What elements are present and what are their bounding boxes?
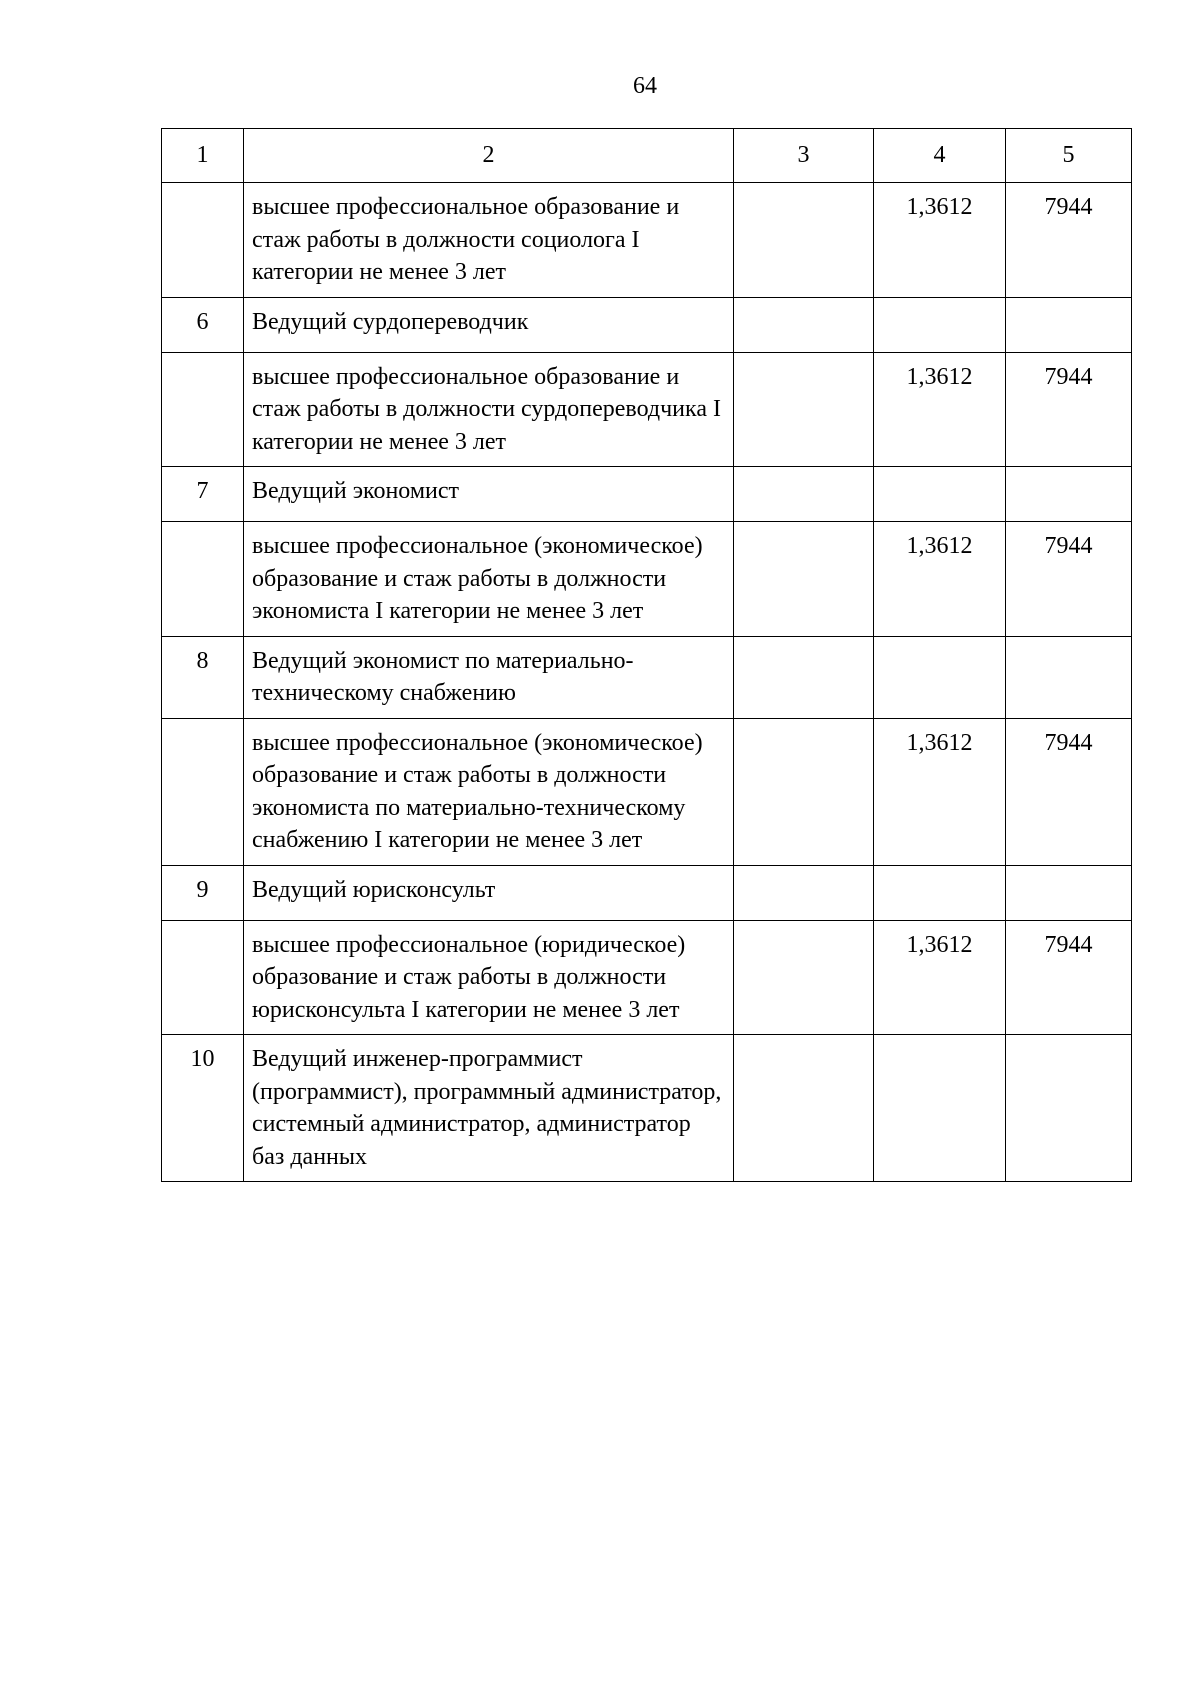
row-number xyxy=(162,920,244,1035)
row-amount: 7944 xyxy=(1006,522,1132,637)
row-text: высшее профессиональное (экономическое) образование и стаж работы в должности экономиста по материально-техническому снабжению I категории не менее 3 лет xyxy=(244,718,734,865)
row-number xyxy=(162,352,244,467)
row-amount xyxy=(1006,1035,1132,1182)
table-row xyxy=(162,865,1132,920)
row-text: Ведущий сурдопереводчик xyxy=(244,297,734,352)
row-coefficient xyxy=(874,1035,1006,1182)
row-text: высшее профессиональное (юридическое) образование и стаж работы в должности юрисконсульта I категории не менее 3 лет xyxy=(244,920,734,1035)
table-row xyxy=(162,1035,1132,1182)
row-coefficient: 1,3612 xyxy=(874,522,1006,637)
row-text: Ведущий экономист по материально-техническому снабжению xyxy=(244,636,734,718)
row-amount: 7944 xyxy=(1006,718,1132,865)
row-coefficient: 1,3612 xyxy=(874,718,1006,865)
row-coefficient: 1,3612 xyxy=(874,920,1006,1035)
row-number xyxy=(162,718,244,865)
row-coefficient xyxy=(874,297,1006,352)
header-cell-1: 1 xyxy=(162,129,244,183)
page-number: 64 xyxy=(633,73,657,99)
header-cell-3: 3 xyxy=(734,129,874,183)
table-row xyxy=(162,183,1132,298)
row-number: 9 xyxy=(162,865,244,920)
row-col3 xyxy=(734,920,874,1035)
table-row xyxy=(162,352,1132,467)
row-amount: 7944 xyxy=(1006,183,1132,298)
row-number: 7 xyxy=(162,467,244,522)
row-amount xyxy=(1006,467,1132,522)
row-number: 10 xyxy=(162,1035,244,1182)
table-row xyxy=(162,920,1132,1035)
row-amount xyxy=(1006,636,1132,718)
row-text: Ведущий инженер-программист (программист), программный администратор, системный администратор, администратор баз данных xyxy=(244,1035,734,1182)
row-col3 xyxy=(734,522,874,637)
table-row xyxy=(162,522,1132,637)
header-cell-5: 5 xyxy=(1006,129,1132,183)
row-amount: 7944 xyxy=(1006,920,1132,1035)
row-coefficient: 1,3612 xyxy=(874,183,1006,298)
row-text: высшее профессиональное (экономическое) образование и стаж работы в должности экономиста I категории не менее 3 лет xyxy=(244,522,734,637)
row-number: 8 xyxy=(162,636,244,718)
row-col3 xyxy=(734,1035,874,1182)
row-amount xyxy=(1006,865,1132,920)
row-col3 xyxy=(734,297,874,352)
row-coefficient xyxy=(874,636,1006,718)
salary-table xyxy=(161,128,1132,1182)
row-text: высшее профессиональное образование и стаж работы в должности сурдопереводчика I категории не менее 3 лет xyxy=(244,352,734,467)
table-header-row xyxy=(162,129,1132,183)
row-col3 xyxy=(734,865,874,920)
row-col3 xyxy=(734,718,874,865)
table-row xyxy=(162,467,1132,522)
row-amount xyxy=(1006,297,1132,352)
header-cell-4: 4 xyxy=(874,129,1006,183)
row-coefficient xyxy=(874,467,1006,522)
row-number xyxy=(162,183,244,298)
row-number: 6 xyxy=(162,297,244,352)
row-text: высшее профессиональное образование и стаж работы в должности социолога I категории не менее 3 лет xyxy=(244,183,734,298)
row-number xyxy=(162,522,244,637)
table-row xyxy=(162,297,1132,352)
row-coefficient xyxy=(874,865,1006,920)
table-row xyxy=(162,636,1132,718)
table-row xyxy=(162,718,1132,865)
header-cell-2: 2 xyxy=(244,129,734,183)
row-col3 xyxy=(734,183,874,298)
row-col3 xyxy=(734,467,874,522)
row-coefficient: 1,3612 xyxy=(874,352,1006,467)
row-amount: 7944 xyxy=(1006,352,1132,467)
row-text: Ведущий юрисконсульт xyxy=(244,865,734,920)
row-col3 xyxy=(734,352,874,467)
row-text: Ведущий экономист xyxy=(244,467,734,522)
row-col3 xyxy=(734,636,874,718)
